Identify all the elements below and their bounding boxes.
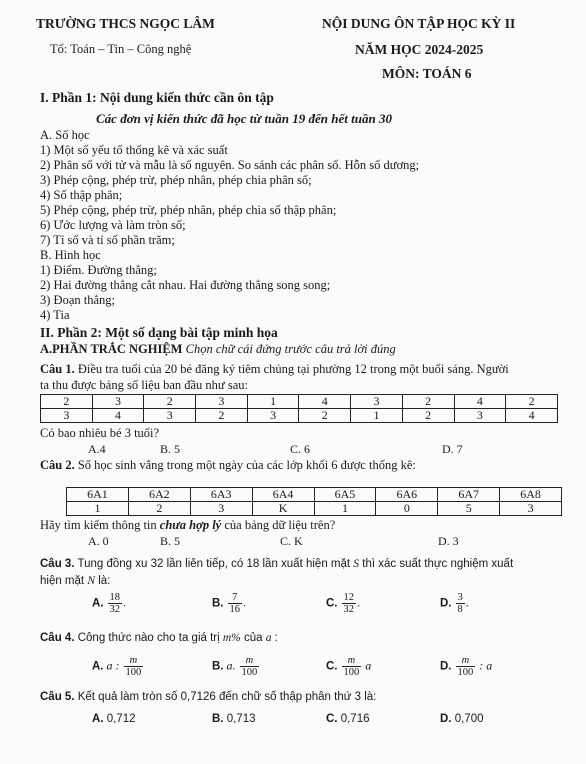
option-letter: D. (440, 597, 452, 610)
table-cell: 0 (376, 502, 438, 516)
table-cell: 3 (144, 409, 196, 423)
table-cell: K (252, 502, 314, 516)
q2-option-c[interactable]: C. K (280, 534, 303, 548)
option-letter: B. (212, 597, 224, 610)
q3-text (40, 557, 513, 572)
q4-option-b[interactable] (212, 655, 260, 678)
q5-option-a[interactable] (92, 713, 135, 725)
q3-line2: thì xác suất thực nghiệm xuất (362, 558, 514, 570)
numerator: m (456, 655, 476, 667)
q3-option-c[interactable]: C. $\frac{12}{32}$ . (326, 592, 360, 615)
list-item: 3) Đoạn thẳng; (40, 293, 115, 307)
table-cell: 2 (144, 395, 196, 409)
q2-text (40, 458, 416, 473)
fraction (228, 592, 243, 615)
q5-label: Câu 5. (40, 691, 75, 703)
document-title: NỘI DUNG ÔN TẬP HỌC KỲ II (322, 16, 516, 31)
denominator: 8 (457, 604, 463, 615)
option-value: 0,700 (454, 713, 484, 725)
expr-pre: a : (106, 658, 120, 673)
option-value: 0,712 (106, 713, 136, 725)
list-item: 3) Phép cộng, phép trừ, phép nhân, phép chia phân số; (40, 173, 312, 187)
list-item: 5) Phép cộng, phép trừ, phép nhân, phép chia số thập phân; (40, 203, 337, 217)
denominator: 32 (343, 604, 354, 615)
q4-expr: m% (222, 632, 241, 644)
option-letter: A. (92, 597, 104, 610)
expr-pre: a. (226, 658, 236, 673)
table-cell: 1 (314, 502, 376, 516)
numerator: m (342, 655, 362, 667)
list-item: 2) Hai đường thẳng cắt nhau. Hai đường thẳng song song; (40, 278, 331, 292)
q2-question (40, 518, 335, 533)
option-letter: B. (212, 713, 224, 725)
q4-option-c[interactable] (326, 655, 371, 678)
list-item: 2) Phân số với tử và mẫu là số nguyên. So sánh các phân số. Hỗn số dương; (40, 158, 420, 172)
q4-line: Công thức nào cho ta giá trị (77, 632, 220, 644)
numerator: 3 (457, 592, 463, 603)
table-cell: 4 (299, 395, 351, 409)
school-year: NĂM HỌC 2024-2025 (355, 42, 484, 57)
department: Tổ: Toán – Tin – Công nghệ (50, 42, 192, 56)
table-cell: 3 (351, 395, 403, 409)
table-cell: 4 (506, 409, 558, 423)
q1-text (40, 362, 509, 377)
table-cell: 6A7 (438, 488, 500, 502)
q3-var-n: N (87, 575, 95, 587)
list-item: 4) Tia (40, 308, 70, 322)
option-value: 0,713 (226, 713, 256, 725)
table-row (41, 395, 558, 409)
numerator: 18 (109, 592, 120, 603)
q1-line2: ta thu được bảng số liệu ban đầu như sau: (40, 378, 248, 392)
list-item: 1) Một số yếu tố thống kê và xác suất (40, 143, 228, 157)
fraction (108, 592, 123, 615)
q3-line4: là: (98, 575, 111, 587)
denominator: 32 (109, 604, 120, 615)
table-cell: 6A3 (190, 488, 252, 502)
table-cell: 6A8 (500, 488, 562, 502)
option-letter: B. (212, 660, 224, 673)
fraction (240, 655, 260, 678)
q3-var-s: S (353, 558, 360, 570)
table-cell: 1 (351, 409, 403, 423)
table-cell: 3 (41, 409, 93, 423)
q1-option-a[interactable]: A.4 (88, 442, 106, 456)
q4-option-a[interactable] (92, 655, 144, 678)
section-heading (40, 342, 396, 357)
q2-question-post: của bảng dữ liệu trên? (224, 518, 336, 532)
q1-option-c[interactable]: C. 6 (290, 442, 311, 456)
table-cell: 2 (196, 409, 248, 423)
option-letter: C. (326, 660, 338, 673)
q1-line1: Điều tra tuổi của 20 bé đăng ký tiêm chủng tại phường 12 trong một buổi sáng. Người (77, 362, 509, 376)
denominator: 100 (241, 667, 258, 678)
section-label: A.PHẦN TRẮC NGHIỆM (40, 342, 183, 356)
table-cell: 5 (438, 502, 500, 516)
expr-post: a (365, 658, 372, 673)
q1-option-b[interactable]: B. 5 (160, 442, 181, 456)
q5-option-d[interactable] (440, 713, 483, 725)
list-item: 4) Số thập phân; (40, 188, 123, 202)
q2-option-a[interactable]: A. 0 (88, 534, 109, 548)
fraction (342, 592, 357, 615)
table-row (67, 502, 562, 516)
q3-option-a[interactable]: A. $\frac{18}{32}$ . (92, 592, 126, 615)
list-item: B. Hình học (40, 248, 101, 262)
denominator: 100 (457, 667, 474, 678)
denominator: 100 (343, 667, 360, 678)
q1-option-d[interactable]: D. 7 (442, 442, 463, 456)
table-cell: 6A2 (128, 488, 190, 502)
q4-var: a (265, 632, 272, 644)
q2-label: Câu 2. (40, 458, 75, 472)
q2-option-b[interactable]: B. 5 (160, 534, 181, 548)
numerator: m (240, 655, 260, 667)
table-cell: 3 (190, 502, 252, 516)
table-cell: 2 (128, 502, 190, 516)
numerator: 7 (228, 592, 243, 604)
table-cell: 2 (402, 395, 454, 409)
q5-text (40, 690, 376, 705)
table-cell: 1 (247, 395, 299, 409)
fraction (342, 655, 362, 678)
part1-list (40, 128, 419, 323)
q1-label: Câu 1. (40, 362, 75, 376)
q3-text-2 (40, 574, 110, 589)
denominator: 100 (125, 667, 142, 678)
table-cell: 6A5 (314, 488, 376, 502)
q4-option-d[interactable] (440, 655, 492, 678)
subject: MÔN: TOÁN 6 (382, 66, 472, 81)
q5-line: Kết quả làm tròn số 0,7126 đến chữ số thập phân thứ 3 là: (77, 691, 377, 703)
table-cell: 3 (500, 502, 562, 516)
table-cell: 6A4 (252, 488, 314, 502)
q4-label: Câu 4. (40, 632, 75, 644)
denominator: 16 (229, 604, 240, 615)
part1-heading: I. Phần 1: Nội dung kiến thức cần ôn tập (40, 90, 274, 105)
part2-heading: II. Phần 2: Một số dạng bài tập minh họa (40, 325, 278, 340)
list-item: 7) Tỉ số và tỉ số phần trăm; (40, 233, 175, 247)
q4-line3: : (274, 632, 278, 644)
section-note: Chọn chữ cái đứng trước câu trả lời đúng (185, 342, 396, 356)
fraction (456, 655, 476, 678)
q2-option-d[interactable]: D. 3 (438, 534, 459, 548)
q2-table (66, 487, 562, 516)
q3-option-d[interactable]: D. $\frac{3}{8}$ . (440, 592, 469, 615)
q4-line2: của (243, 632, 263, 644)
table-cell: 3 (196, 395, 248, 409)
q4-text (40, 631, 278, 646)
school-name: TRƯỜNG THCS NGỌC LÂM (36, 16, 215, 31)
list-item: 1) Điểm. Đường thẳng; (40, 263, 157, 277)
option-letter: C. (326, 713, 338, 725)
q5-option-b[interactable] (212, 713, 255, 725)
option-value: 0,716 (340, 713, 370, 725)
table-cell: 3 (454, 409, 506, 423)
list-item: A. Số học (40, 128, 90, 142)
table-cell: 6A6 (376, 488, 438, 502)
q3-label: Câu 3. (40, 558, 75, 570)
table-cell: 3 (92, 395, 144, 409)
table-cell: 2 (299, 409, 351, 423)
q3-line3: hiện mặt (40, 575, 85, 587)
table-cell: 4 (92, 409, 144, 423)
q3-option-b[interactable]: B. $\frac{7}{16}$ . (212, 592, 246, 615)
table-row (41, 409, 558, 423)
q2-line: Số học sinh vắng trong một ngày của các lớp khối 6 được thống kê: (77, 458, 416, 472)
option-letter: A. (92, 660, 104, 673)
q5-option-c[interactable] (326, 713, 369, 725)
table-cell: 6A1 (67, 488, 129, 502)
part1-subheading: Các đơn vị kiến thức đã học từ tuần 19 đến hết tuần 30 (96, 111, 392, 126)
table-row (67, 488, 562, 502)
option-letter: C. (326, 597, 338, 610)
fraction (124, 655, 144, 678)
table-cell: 1 (67, 502, 129, 516)
table-cell: 2 (402, 409, 454, 423)
q2-question-emphasis: chưa hợp lý (159, 518, 222, 532)
table-cell: 2 (41, 395, 93, 409)
option-letter: A. (92, 713, 104, 725)
table-cell: 4 (454, 395, 506, 409)
numerator: m (124, 655, 144, 667)
table-cell: 3 (247, 409, 299, 423)
q1-table (40, 394, 558, 423)
table-cell: 2 (506, 395, 558, 409)
option-letter: D. (440, 660, 452, 673)
expr-post: : a (479, 658, 493, 673)
q2-question-pre: Hãy tìm kiếm thông tin (40, 518, 157, 532)
list-item: 6) Ước lượng và làm tròn số; (40, 218, 186, 232)
numerator: 12 (343, 592, 354, 603)
fraction (456, 592, 465, 615)
q1-question: Có bao nhiêu bé 3 tuổi? (40, 426, 160, 440)
option-letter: D. (440, 713, 452, 725)
q3-line1: Tung đồng xu 32 lần liên tiếp, có 18 lần xuất hiện mặt (77, 558, 351, 570)
